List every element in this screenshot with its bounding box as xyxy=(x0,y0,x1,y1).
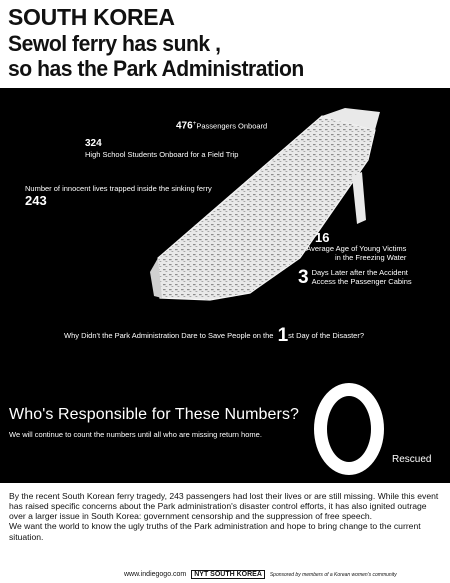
question-title: Who's Responsible for These Numbers? xyxy=(9,406,300,423)
stat-age-label xyxy=(305,244,406,262)
description xyxy=(9,491,441,542)
zero-numeral xyxy=(314,383,384,475)
days-number: 3 xyxy=(298,267,309,288)
days-label-2: Access the Passenger Cabins xyxy=(311,277,412,286)
why-label-before: Why Didn't the Park Administration Dare to Save People on the xyxy=(64,331,274,340)
age-number: 16 xyxy=(315,230,330,245)
why-sup: st xyxy=(288,331,294,340)
trapped-label: Number of innocent lives trapped inside the sinking ferry xyxy=(25,184,212,193)
why-number: 1 xyxy=(277,325,289,346)
description-paragraph-1: By the recent South Korean ferry tragedy, 243 passengers had lost their lives or are still missing. While this event has raised specific concerns about the Park administration's disaster control efforts, it has also ignited outrage over a larger issue in South Korea: government censorship and the suppression of free speech. xyxy=(9,491,439,522)
description-paragraph-2: We want the world to know the ugly truths of the Park administration and hope to bring change to the current situation. xyxy=(9,521,421,542)
days-label-1: Days Later after the Accident xyxy=(311,268,408,277)
students-label: High School Students Onboard for a Field Trip xyxy=(85,150,239,159)
passengers-mark: + xyxy=(192,120,197,127)
passengers-number: 476 xyxy=(176,120,193,132)
stat-students xyxy=(85,138,238,159)
rescued-label: Rescued xyxy=(392,454,432,465)
footer-url[interactable]: www.indiegogo.com xyxy=(124,571,187,578)
headline-line-ferry: Sewol ferry has sunk , xyxy=(8,31,221,56)
footer-brand: NYT SOUTH KOREA xyxy=(191,570,265,579)
age-label-2: in the Freezing Water xyxy=(335,253,407,262)
headline xyxy=(8,6,388,80)
ferry-stabilizer xyxy=(352,172,366,224)
stat-passengers xyxy=(176,120,267,133)
stat-days xyxy=(298,267,412,288)
stat-first-day xyxy=(64,325,364,348)
headline-country: SOUTH KOREA xyxy=(8,4,175,30)
stat-trapped xyxy=(25,184,212,209)
footer-sponsor: Sponsored by members of a Korean women's community xyxy=(269,572,397,578)
question-subtitle: We will continue to count the numbers until all who are missing return home. xyxy=(9,430,262,439)
passengers-label: Passengers Onboard xyxy=(196,121,268,131)
dark-sea-panel xyxy=(0,88,450,483)
students-number: 324 xyxy=(85,138,102,149)
trapped-number: 243 xyxy=(25,193,47,208)
age-label-1: Average Age of Young Victims xyxy=(306,244,407,253)
footer xyxy=(124,571,397,578)
headline-line-administration: so has the Park Administration xyxy=(8,56,304,81)
why-label-after: Day of the Disaster? xyxy=(296,331,365,340)
